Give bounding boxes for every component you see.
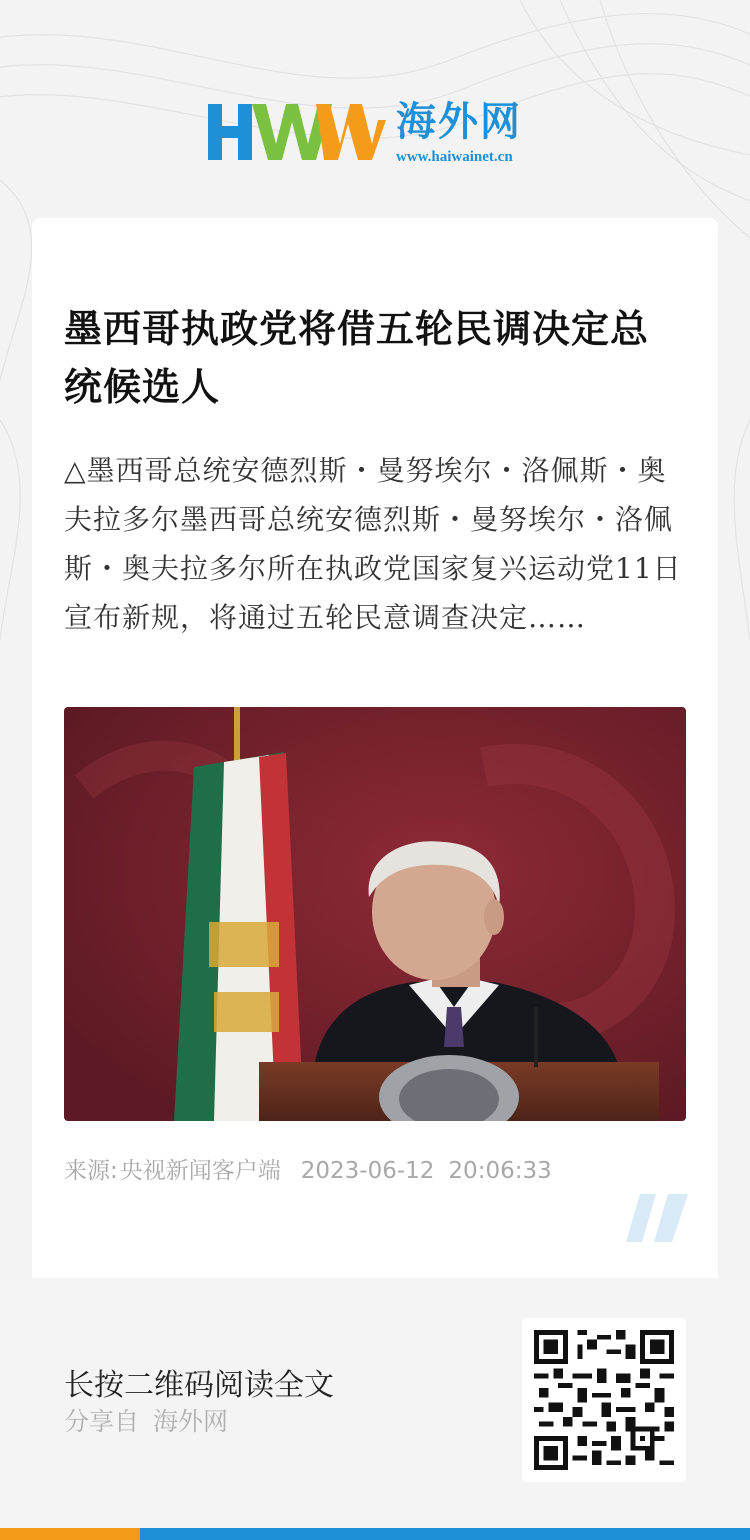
qr-read-prompt: 长按二维码阅读全文: [64, 1368, 334, 1403]
article-card: [32, 218, 718, 1280]
bottom-bar-orange: [0, 1528, 140, 1540]
qr-code-box[interactable]: [522, 1318, 686, 1482]
hww-logo-icon: [208, 100, 386, 164]
article-photo: [64, 707, 686, 1121]
brand-name: 海外网: [396, 98, 522, 145]
publish-date: 2023-06-12: [300, 1158, 435, 1184]
bottom-brand-bar: [0, 1528, 750, 1540]
brand-url: www.haiwainet.cn: [396, 149, 513, 165]
brand-logo: [208, 100, 548, 166]
share-footer: [0, 1278, 750, 1528]
share-site: 海外网: [153, 1407, 229, 1436]
publish-time: 20:06:33: [448, 1158, 552, 1184]
slash-decoration-icon: [626, 1194, 688, 1242]
qr-code-icon[interactable]: [534, 1330, 674, 1470]
share-label: 分享自: [64, 1407, 140, 1436]
share-attribution: [64, 1406, 228, 1438]
source-label: 来源:: [64, 1158, 118, 1184]
article-summary: △墨西哥总统安德烈斯・曼努埃尔・洛佩斯・奥夫拉多尔墨西哥总统安德烈斯・曼努埃尔・洛佩斯・奥夫拉多尔所在执政党国家复兴运动党11日宣布新规，将通过五轮民意调查决定……: [64, 454, 682, 634]
article-meta: [64, 1156, 552, 1186]
article-headline: 墨西哥执政党将借五轮民调决定总统候选人: [64, 306, 650, 409]
source-name: 央视新闻客户端: [119, 1158, 281, 1184]
bottom-bar-blue: [140, 1528, 750, 1540]
news-photo-icon: [64, 707, 686, 1121]
